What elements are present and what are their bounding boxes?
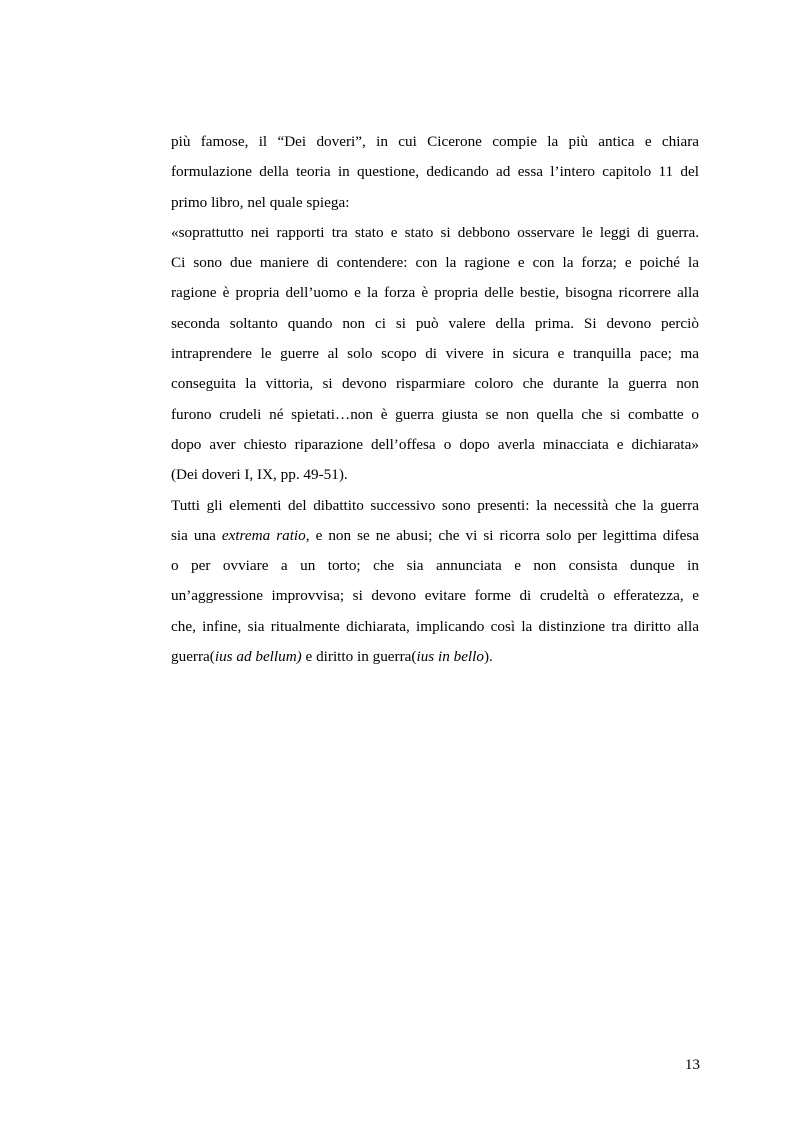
text-line: Ci sono due maniere di contendere: con la ragione e con la forza; e poiché la [171, 254, 699, 272]
text-segment: o per ovviare a un torto; che sia annunciata e non consista dunque in [171, 557, 699, 575]
text-line: «soprattutto nei rapporti tra stato e stato si debbono osservare le leggi di guerra. [171, 223, 699, 241]
text-line: dopo aver chiesto riparazione dell’offesa o dopo averla minacciata e dichiarata» [171, 435, 699, 453]
text-line: furono crudeli né spietati…non è guerra giusta se non quella che si combatte o [171, 405, 699, 423]
text-line: seconda soltanto quando non ci si può valere della prima. Si devono perciò [171, 314, 699, 332]
paragraph [171, 491, 699, 673]
page-body [171, 127, 699, 672]
text-line: formulazione della teoria in questione, dedicando ad essa l’intero capitolo 11 del [171, 163, 699, 181]
text-segment: Tutti gli elementi del dibattito successivo sono presenti: la necessità che la guerra [171, 496, 699, 514]
text-line: conseguita la vittoria, si devono risparmiare coloro che durante la guerra non [171, 375, 699, 393]
text-line [171, 642, 699, 672]
text-line: primo libro, nel quale spiega: [171, 193, 350, 211]
text-segment: , e non se ne abusi; che vi si ricorra solo per legittima difesa [305, 526, 699, 544]
paragraph [171, 218, 699, 491]
paragraph [171, 127, 699, 218]
text-line [171, 491, 699, 521]
text-line [171, 612, 699, 642]
text-segment: che, infine, sia ritualmente dichiarata, implicando così la distinzione tra diritto alla [171, 617, 699, 635]
text-line [171, 551, 699, 581]
text-segment: sia una [171, 526, 222, 544]
text-segment: ). [483, 648, 493, 666]
text-line: intraprendere le guerre al solo scopo di vivere in sicura e tranquilla pace; ma [171, 345, 699, 363]
text-line: più famose, il “Dei doveri”, in cui Cicerone compie la più antica e chiara [171, 133, 699, 150]
text-line: (Dei doveri I, IX, pp. 49-51). [171, 466, 348, 484]
text-segment: guerra( [171, 648, 215, 666]
text-line [171, 521, 699, 551]
text-line: ragione è propria dell’uomo e la forza è propria delle bestie, bisogna ricorrere alla [171, 284, 699, 302]
italic-text: extrema ratio [221, 526, 306, 544]
text-line [171, 581, 699, 611]
italic-text: ius ad bellum) [214, 648, 302, 666]
page-number: 13 [684, 1056, 700, 1073]
text-segment: un’aggressione improvvisa; si devono evitare forme di crudeltà o efferatezza, e [171, 587, 699, 605]
text-segment: e diritto in guerra( [301, 648, 417, 666]
italic-text: ius in bello [416, 648, 484, 666]
